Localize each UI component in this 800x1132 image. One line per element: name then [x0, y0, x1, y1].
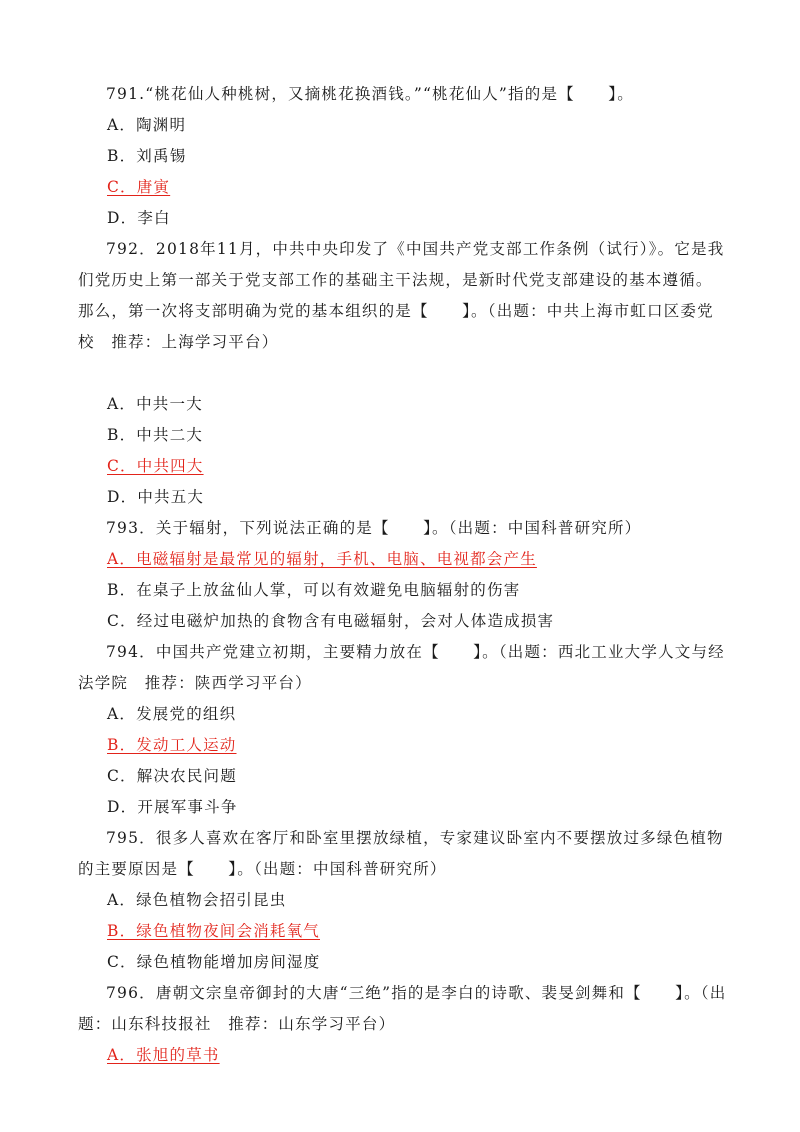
option-791-d: D．李白 — [107, 209, 171, 227]
question-793: 793．关于辐射，下列说法正确的是【 】。（出题：中国科普研究所） — [106, 519, 642, 537]
question-794: 794．中国共产党建立初期，主要精力放在【 】。（出题：西北工业大学人文与经法学院 推荐：陕西学习平台） — [78, 643, 725, 692]
option-794-b-correct: B．发动工人运动 — [107, 736, 237, 754]
option-793-b: B．在桌子上放盆仙人掌，可以有效避免电脑辐射的伤害 — [107, 581, 521, 599]
option-795-b-correct: B．绿色植物夜间会消耗氧气 — [107, 922, 320, 940]
option-792-d: D．中共五大 — [107, 488, 205, 506]
option-791-c-correct: C．唐寅 — [107, 178, 171, 196]
option-793-a-correct: A．电磁辐射是最常见的辐射，手机、电脑、电视都会产生 — [107, 550, 537, 568]
question-792: 792．2018年11月，中共中央印发了《中国共产党支部工作条例（试行）》。它是我们党历史上第一部关于党支部工作的基础主干法规，是新时代党支部建设的基本遵循。那么，第一次将支部明确为党的基本组织的是【 】。（出题：中共上海市虹口区委党校 推荐：上海学习平台） — [78, 240, 725, 351]
option-795-a: A．绿色植物会招引昆虫 — [107, 891, 287, 909]
option-791-b: B．刘禹锡 — [107, 147, 187, 165]
option-794-d: D．开展军事斗争 — [107, 798, 238, 816]
option-792-c-correct: C．中共四大 — [107, 457, 204, 475]
question-795: 795．很多人喜欢在客厅和卧室里摆放绿植，专家建议卧室内不要摆放过多绿色植物的主要原因是【 】。（出题：中国科普研究所） — [78, 829, 724, 878]
question-796: 796．唐朝文宗皇帝御封的大唐“三绝”指的是李白的诗歌、裴旻剑舞和【 】。（出题：山东科技报社 推荐：山东学习平台） — [78, 984, 727, 1033]
option-794-c: C．解决农民问题 — [107, 767, 237, 785]
option-793-c: C．经过电磁炉加热的食物含有电磁辐射，会对人体造成损害 — [107, 612, 555, 630]
option-792-a: A．中共一大 — [107, 395, 203, 413]
option-796-a-correct: A．张旭的草书 — [107, 1046, 220, 1064]
option-792-b: B．中共二大 — [107, 426, 204, 444]
option-791-a: A．陶渊明 — [107, 116, 187, 134]
option-794-a: A．发展党的组织 — [107, 705, 237, 723]
question-791: 791.“桃花仙人种桃树，又摘桃花换酒钱。”“桃花仙人”指的是【 】。 — [106, 85, 634, 103]
option-795-c: C．绿色植物能增加房间湿度 — [107, 953, 321, 971]
